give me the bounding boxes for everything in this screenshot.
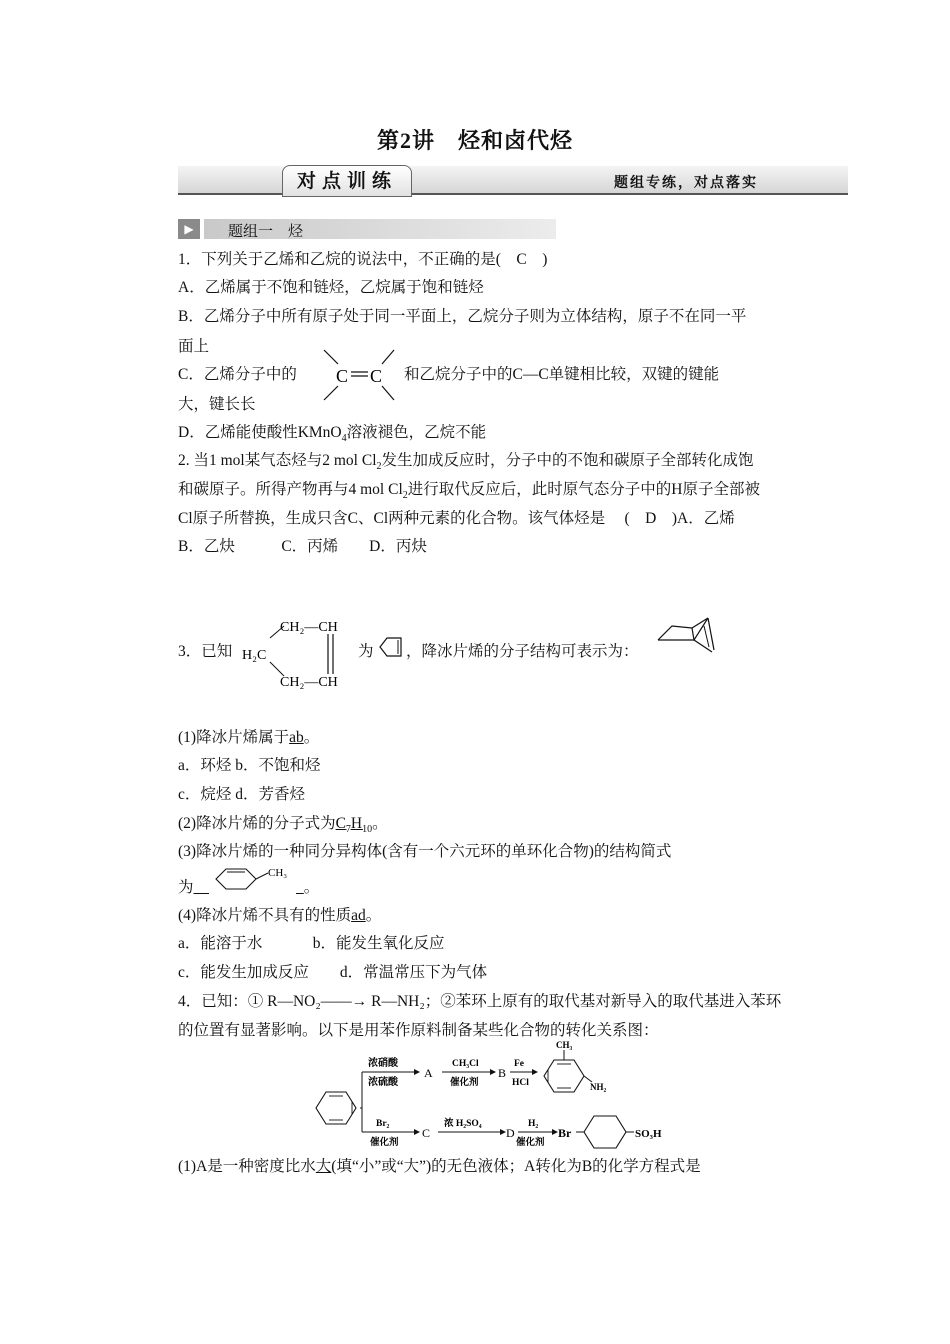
- compound-c: C: [422, 1126, 431, 1140]
- q3-part4-text: (4)降冰片烯不具有的性质: [178, 907, 352, 924]
- section-banner: [178, 162, 848, 200]
- cyclohexane-ring: [584, 1116, 626, 1148]
- norbornene-skeleton-icon: [654, 614, 716, 656]
- q3-part4-answer: ad: [351, 907, 366, 924]
- q2-line1-b: 发生加成反应时，分子中的不饱和碳原子全部转化成饱: [381, 452, 754, 469]
- q3-part1-answer: ab: [289, 729, 304, 746]
- q3-part3-period: 。: [303, 879, 320, 896]
- q2-line2-a: 和碳原子。所得产物再与4 mol Cl: [178, 481, 403, 498]
- q2-line1-a: 2. 当1 mol某气态烃与2 mol Cl: [178, 452, 377, 469]
- ethylene-double-bond-structure: [316, 346, 412, 404]
- sulfonic-group: SO₃H: [635, 1128, 662, 1140]
- cyclopentene-skeleton-icon: [378, 636, 404, 658]
- q3-part2-text: (2)降冰片烯的分子式为: [178, 815, 336, 832]
- q1-stem: 1．下列关于乙烯和乙烷的说法中，不正确的是( C ): [178, 251, 548, 268]
- struct-left-label: H₂C: [242, 648, 267, 663]
- benzene-ring: [316, 1092, 356, 1124]
- cyclopentene-structure: [240, 614, 360, 692]
- formula-c-count: 7: [345, 824, 351, 836]
- q1-option-c-line2: 大，键长长: [178, 396, 256, 413]
- q3-part3-blank-left: [194, 879, 210, 896]
- q1-option-d-post: 溶液褪色，乙烷不能: [346, 424, 487, 441]
- q1-option-b-line1: B．乙烯分子中所有原子处于同一平面上，乙烷分子则为立体结构，原子不在同一平: [178, 308, 747, 325]
- reagent-2b: 催化剂: [450, 1078, 479, 1088]
- reagent-4a: Br₂: [376, 1119, 390, 1129]
- q3-part3-blank-right: [296, 879, 304, 896]
- q1-option-d: [178, 423, 486, 449]
- q4-part1-rest: (填“小”或“大”)的无色液体；A转化为B的化学方程式是: [331, 1158, 701, 1175]
- q3-part1-options-1: a．环烃 b．不饱和烃: [178, 757, 321, 774]
- q3-part4-options-2: c．能发生加成反应 d．常温常压下为气体: [178, 964, 488, 981]
- q1-option-c-post: 和乙烷分子中的C—C单键相比较，双键的键能: [404, 366, 720, 383]
- q3-part2-answer: [335, 815, 373, 836]
- q3-part1: [178, 728, 319, 748]
- page-title: 第2讲 烃和卤代烃: [376, 128, 573, 153]
- methyl-label: CH₃: [268, 867, 288, 879]
- svg-text:C: C: [336, 366, 349, 386]
- bromo-group: Br: [558, 1126, 572, 1140]
- q3-part4: [178, 906, 381, 926]
- q1-option-a: A．乙烯属于不饱和链烃，乙烷属于饱和链烃: [178, 279, 484, 296]
- banner-tab: 对点训练: [282, 165, 412, 197]
- q2-line2: [178, 480, 760, 506]
- q4-part1: [178, 1157, 701, 1177]
- compound-a: A: [424, 1066, 433, 1080]
- q1-option-b-line2: 面上: [178, 338, 210, 355]
- q1-option-c: [178, 365, 297, 385]
- amino-group: NH₂: [590, 1082, 607, 1092]
- struct-top-label: CH₂—CH: [280, 620, 338, 635]
- q3-part4-options-1: a．能溶于水 b．能发生氧化反应: [178, 935, 445, 952]
- q3-part1-end: 。: [303, 729, 320, 746]
- reagent-3b: HCl: [512, 1078, 529, 1088]
- q2-line1-sub: 2: [376, 461, 382, 473]
- q3-part3-line2: [178, 878, 209, 898]
- q2-line2-b: 进行取代反应后，此时原气态分子中的H原子全部被: [407, 481, 760, 498]
- reagent-3a: Fe: [514, 1059, 525, 1069]
- q3-mid: 为: [358, 643, 374, 660]
- q1-option-d-sub: 4: [341, 433, 347, 445]
- q3-pre: 3．已知: [178, 643, 233, 660]
- formula-h-count: 10: [362, 824, 373, 836]
- compound-d: D: [506, 1126, 515, 1140]
- reagent-6b: 催化剂: [516, 1138, 545, 1148]
- q1-option-c-pre: C．乙烯分子中的: [178, 366, 297, 383]
- reagent-4b: 催化剂: [370, 1138, 399, 1148]
- q2-line2-sub: 2: [402, 490, 408, 502]
- q1-option-d-pre: D．乙烯能使酸性KMnO: [178, 424, 342, 441]
- svg-text:C: C: [370, 366, 383, 386]
- methyl-group: CH₃: [556, 1040, 573, 1050]
- group-label: 题组一 烃: [228, 224, 304, 240]
- q4-line1: 4．已知：① R—NO₂——→ R—NH₂；②苯环上原有的取代基对新导入的取代基进入苯环: [178, 993, 782, 1010]
- reagent-6a: H₂: [528, 1119, 539, 1129]
- q3-part2: [178, 814, 388, 840]
- q3-part2-end: 。: [372, 815, 388, 832]
- reaction-scheme: [304, 1038, 684, 1150]
- group-heading: [178, 219, 556, 239]
- q3-part3-line1: (3)降冰片烯的一种同分异构体(含有一个六元环的单环化合物)的结构简式: [178, 843, 672, 860]
- reagent-1b: 浓硫酸: [368, 1077, 398, 1088]
- struct-bottom-label: CH₂—CH: [280, 675, 338, 690]
- q2-options: B．乙炔 C．丙烯 D．丙炔: [178, 538, 427, 555]
- q3-part3-pre: 为: [178, 879, 194, 896]
- q3-part3-end: [296, 878, 319, 898]
- reagent-2a: CH₃Cl: [452, 1059, 479, 1069]
- formula-c: C: [335, 815, 346, 832]
- q3-part4-end: 。: [365, 907, 382, 924]
- q3-post: ，降冰片烯的分子结构可表示为：: [406, 643, 639, 660]
- reagent-5a: 浓 H₂SO₄: [444, 1119, 482, 1129]
- toluidine-ring: [544, 1060, 584, 1092]
- banner-subtitle: 题组专练，对点落实: [614, 175, 758, 191]
- compound-b: B: [498, 1066, 507, 1080]
- q4-line2: 的位置有显著影响。以下是用苯作原料制备某些化合物的转化关系图：: [178, 1022, 659, 1039]
- formula-h: H: [350, 815, 363, 832]
- q4-part1-text: (1)A是一种密度比水: [178, 1158, 316, 1175]
- q2-line1: [178, 451, 754, 477]
- q4-part1-answer: 大: [315, 1158, 332, 1175]
- methylcyclohexene-structure: [212, 866, 302, 892]
- q3-part1-text: (1)降冰片烯属于: [178, 729, 290, 746]
- q3-part1-options-2: c．烷烃 d．芳香烃: [178, 786, 306, 803]
- play-arrow-icon: ▶: [178, 219, 200, 239]
- reagent-1a: 浓硝酸: [368, 1058, 398, 1069]
- q2-line3: Cl原子所替换，生成只含C、Cl两种元素的化合物。该气体烃是 ( D )A．乙烯: [178, 510, 735, 527]
